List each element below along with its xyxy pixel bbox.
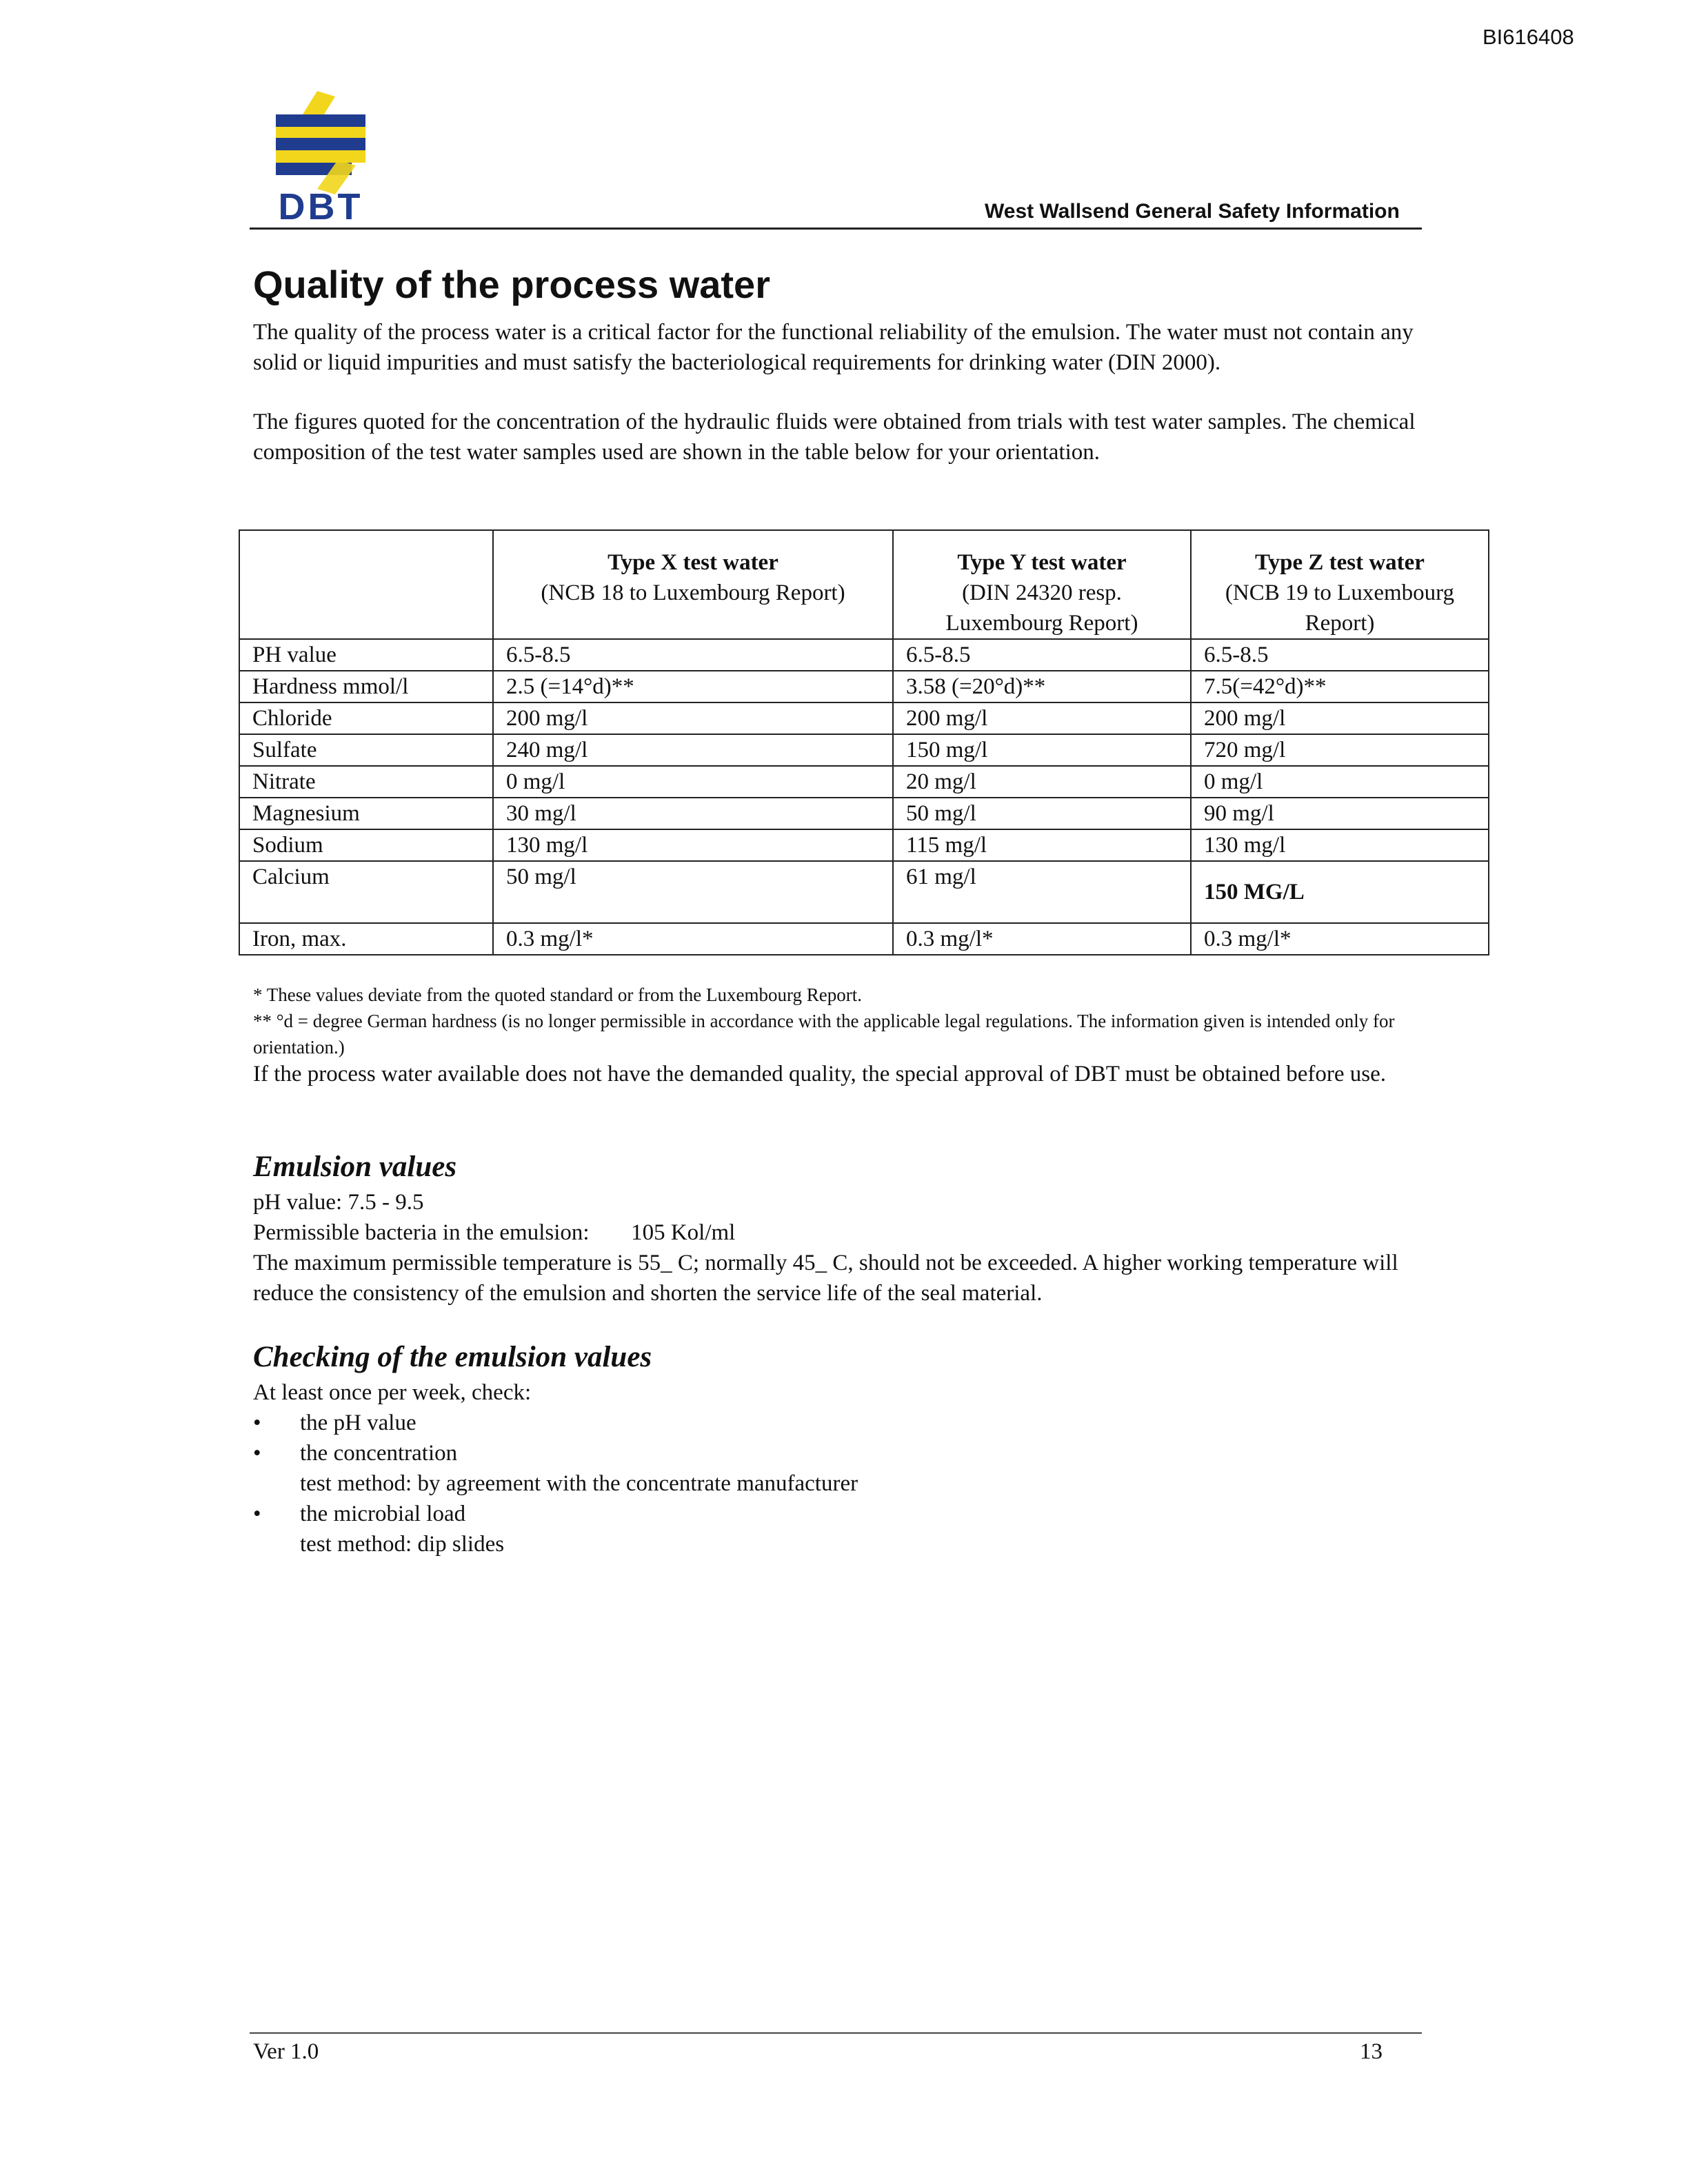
table-row	[239, 766, 1489, 798]
cell-type-x: 200 mg/l	[493, 702, 893, 734]
table-row	[239, 861, 1489, 923]
ph-value-line: pH value: 7.5 - 9.5	[253, 1190, 424, 1215]
dbt-logo	[269, 91, 372, 226]
cell-type-z: 200 mg/l	[1191, 702, 1489, 734]
footer-version: Ver 1.0	[253, 2039, 319, 2064]
header-subtitle: (NCB 18 to Luxembourg Report)	[541, 580, 845, 605]
cell-type-y: 200 mg/l	[893, 702, 1191, 734]
cell-type-z: 7.5(=42°d)**	[1191, 671, 1489, 702]
row-label: PH value	[239, 639, 493, 671]
cell-type-x: 6.5-8.5	[493, 639, 893, 671]
bullet-icon: •	[253, 1502, 261, 1526]
table-row	[239, 671, 1489, 702]
cell-type-y: 0.3 mg/l*	[893, 923, 1191, 955]
cell-type-z: 150 MG/L	[1191, 861, 1489, 923]
row-label: Sulfate	[239, 734, 493, 766]
list-item	[253, 1438, 1425, 1468]
table-header-type-y	[893, 530, 1191, 639]
table-row	[239, 702, 1489, 734]
row-label: Magnesium	[239, 798, 493, 829]
table-row	[239, 734, 1489, 766]
list-item-label: the concentration	[300, 1441, 458, 1466]
header-divider	[250, 228, 1422, 230]
footer-divider	[250, 2032, 1422, 2034]
bullet-icon: •	[253, 1410, 261, 1435]
header-title: Type Y test water	[957, 550, 1127, 575]
cell-type-x: 130 mg/l	[493, 829, 893, 861]
bacteria-label: Permissible bacteria in the emulsion:	[253, 1220, 590, 1245]
cell-type-z: 130 mg/l	[1191, 829, 1489, 861]
cell-type-y: 50 mg/l	[893, 798, 1191, 829]
table-header-empty	[239, 530, 493, 639]
checking-body	[253, 1377, 1425, 1559]
page-title: Quality of the process water	[253, 263, 770, 306]
cell-type-x: 240 mg/l	[493, 734, 893, 766]
logo-text: DBT	[278, 186, 363, 226]
row-label: Hardness mmol/l	[239, 671, 493, 702]
list-item-label: the microbial load	[300, 1502, 466, 1526]
temperature-text: The maximum permissible temperature is 55_ C; normally 45_ C, should not be exceeded. A higher working temperature will reduce the consistency of the emulsion and shorten the service life of the seal material.	[253, 1251, 1398, 1306]
row-label: Iron, max.	[239, 923, 493, 955]
cell-type-y: 20 mg/l	[893, 766, 1191, 798]
header-subtitle: (DIN 24320 resp. Luxembourg Report)	[945, 580, 1138, 636]
list-item	[253, 1499, 1425, 1529]
cell-type-z: 6.5-8.5	[1191, 639, 1489, 671]
table-row	[239, 798, 1489, 829]
footnote-single-asterisk: * These values deviate from the quoted standard or from the Luxembourg Report.	[253, 984, 863, 1005]
emulsion-values-heading: Emulsion values	[253, 1151, 457, 1183]
document-id: BI616408	[1483, 25, 1574, 49]
cell-type-y: 115 mg/l	[893, 829, 1191, 861]
bullet-icon: •	[253, 1441, 261, 1466]
test-water-table	[239, 529, 1489, 956]
table-footnotes	[253, 982, 1425, 1060]
list-item-subtext: test method: dip slides	[300, 1532, 505, 1557]
cell-type-x: 2.5 (=14°d)**	[493, 671, 893, 702]
table-row	[239, 829, 1489, 861]
list-item-label: the pH value	[300, 1410, 416, 1435]
header-title: Type X test water	[607, 550, 778, 575]
row-label: Sodium	[239, 829, 493, 861]
header-title: West Wallsend General Safety Information	[985, 200, 1400, 223]
page-number: 13	[1360, 2039, 1383, 2064]
cell-type-y: 150 mg/l	[893, 734, 1191, 766]
table-header-type-x	[493, 530, 893, 639]
header-title: Type Z test water	[1255, 550, 1425, 575]
bacteria-line	[253, 1217, 1425, 1248]
header-subtitle: (NCB 19 to Luxembourg Report)	[1225, 580, 1455, 636]
footnote-double-asterisk: ** °d = degree German hardness (is no longer permissible in accordance with the applicable legal regulations. The information given is intended only for orientation.)	[253, 1011, 1395, 1058]
intro-paragraph-1: The quality of the process water is a critical factor for the functional reliability of the emulsion. The water must not contain any solid or liquid impurities and must satisfy the bacteriological requirements for drinking water (DIN 2000).	[253, 320, 1414, 375]
cell-type-z: 0.3 mg/l*	[1191, 923, 1489, 955]
checking-intro: At least once per week, check:	[253, 1380, 532, 1405]
approval-paragraph: If the process water available does not have the demanded quality, the special approval of DBT must be obtained before use.	[253, 1062, 1387, 1086]
cell-type-x: 50 mg/l	[493, 861, 893, 923]
row-label: Chloride	[239, 702, 493, 734]
cell-type-z: 0 mg/l	[1191, 766, 1489, 798]
cell-type-z: 720 mg/l	[1191, 734, 1489, 766]
cell-type-y: 3.58 (=20°d)**	[893, 671, 1191, 702]
table-row	[239, 639, 1489, 671]
checking-heading: Checking of the emulsion values	[253, 1341, 652, 1373]
cell-type-x: 0 mg/l	[493, 766, 893, 798]
emulsion-values-body	[253, 1187, 1425, 1308]
cell-type-z: 90 mg/l	[1191, 798, 1489, 829]
table-header-type-z	[1191, 530, 1489, 639]
intro-paragraph-2: The figures quoted for the concentration of the hydraulic fluids were obtained from trials with test water samples. The chemical composition of the test water samples used are shown in the table below for your orientation.	[253, 410, 1416, 465]
cell-type-y: 6.5-8.5	[893, 639, 1191, 671]
row-label: Calcium	[239, 861, 493, 923]
cell-type-x: 30 mg/l	[493, 798, 893, 829]
cell-type-x: 0.3 mg/l*	[493, 923, 893, 955]
table-header-row	[239, 530, 1489, 639]
cell-type-y: 61 mg/l	[893, 861, 1191, 923]
list-item-subtext: test method: by agreement with the concentrate manufacturer	[300, 1471, 858, 1496]
list-item	[253, 1408, 1425, 1438]
table-row	[239, 923, 1489, 955]
bacteria-value: 105 Kol/ml	[631, 1220, 736, 1245]
row-label: Nitrate	[239, 766, 493, 798]
